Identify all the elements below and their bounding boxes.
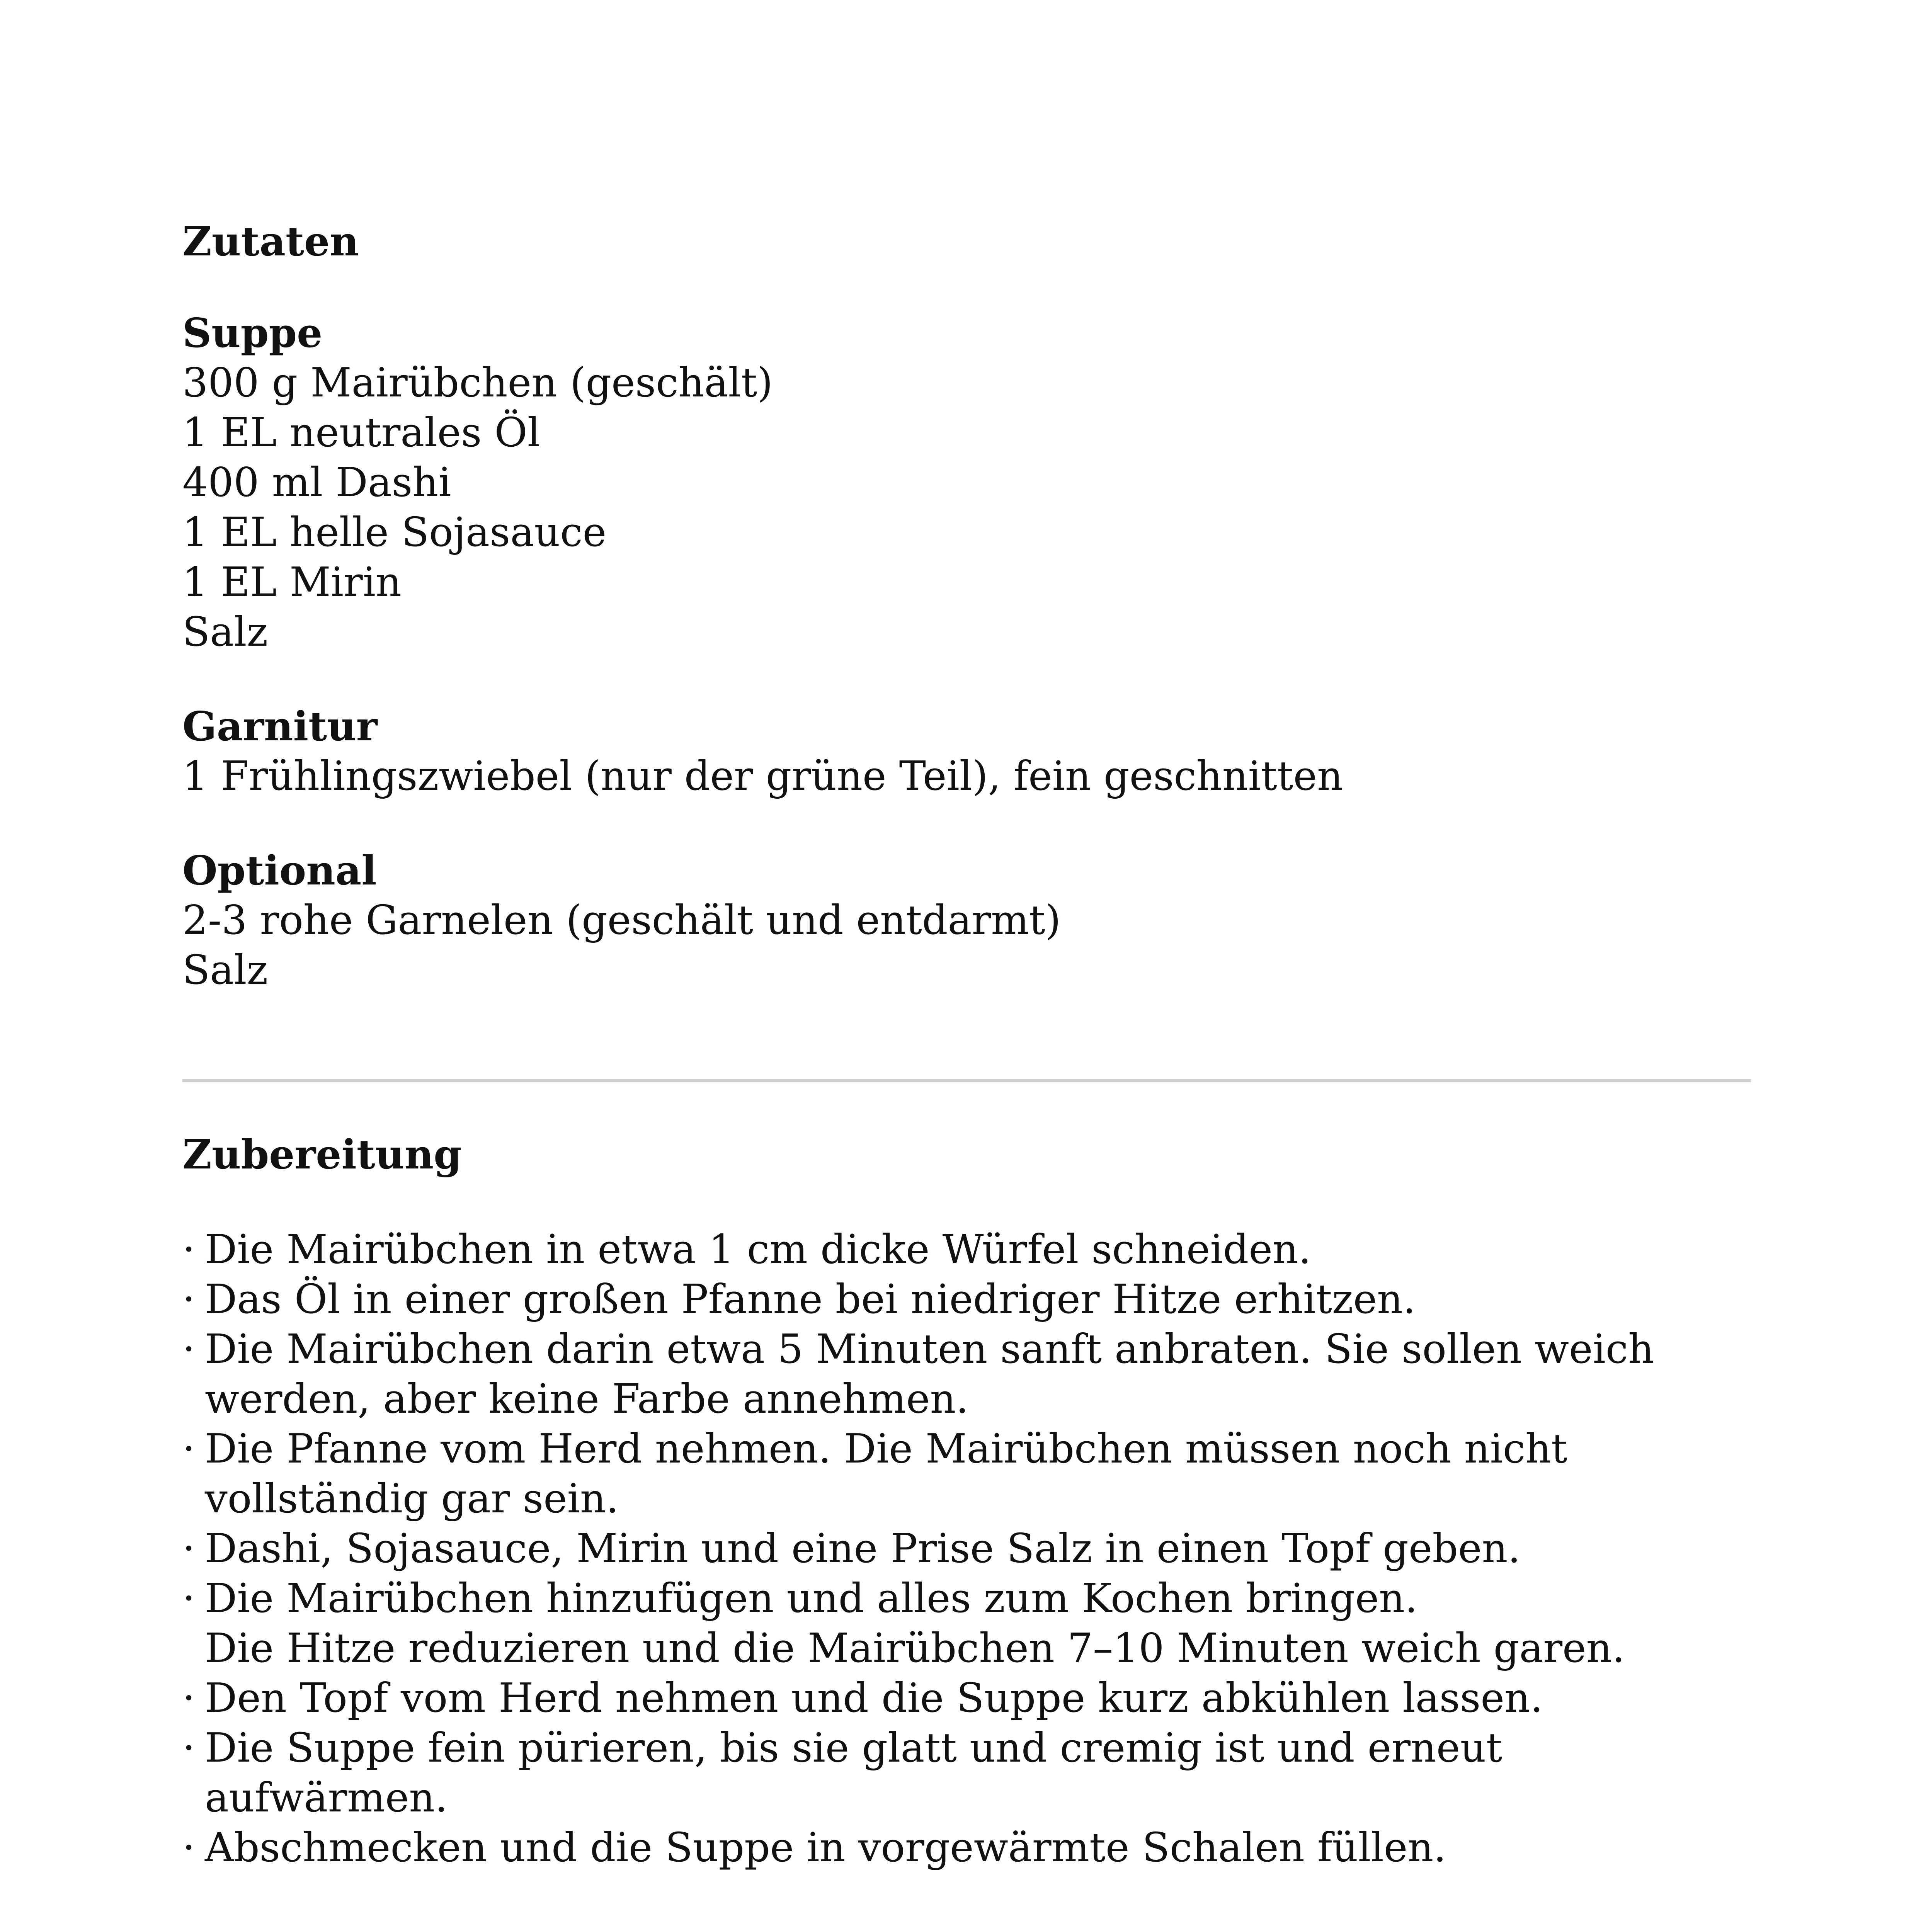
ingredient-item: 400 ml Dashi [182,459,451,506]
step-text: Den Topf vom Herd nehmen und die Suppe kurz abkühlen lassen. [205,1674,1543,1721]
ingredient-item: 2-3 rohe Garnelen (geschält und entdarmt) [182,896,1061,944]
preparation-step [182,1274,1751,1324]
step-text: Die Pfanne vom Herd nehmen. Die Mairübchen müssen noch nicht vollständig gar sein. [205,1425,1567,1522]
preparation-step [182,1524,1751,1573]
bullet-marker: · [182,1824,196,1871]
page-content [182,216,1751,1932]
preparation-heading: Zubereitung [182,1131,462,1178]
preparation-step [182,1723,1751,1823]
preparation-step [182,1324,1751,1424]
bullet-marker: · [182,1724,196,1771]
step-text: Die Mairübchen darin etwa 5 Minuten sanft anbraten. Sie sollen weich werden, aber keine Farbe annehmen. [205,1325,1654,1422]
step-text: Die Suppe fein pürieren, bis sie glatt und cremig ist und erneut aufwärmen. [205,1724,1503,1821]
bullet-marker: · [182,1525,196,1572]
preparation-step [182,1424,1751,1524]
bullet-marker: · [182,1226,196,1273]
step-text: Das Öl in einer großen Pfanne bei niedriger Hitze erhitzen. [205,1276,1416,1323]
step-text: Die Mairübchen in etwa 1 cm dicke Würfel schneiden. [205,1226,1311,1273]
preparation-steps [182,1225,1751,1872]
ingredient-item: Salz [182,946,268,993]
preparation-step [182,1225,1751,1274]
preparation-step [182,1823,1751,1872]
ingredient-item: 1 EL helle Sojasauce [182,509,607,556]
step-text: Abschmecken und die Suppe in vorgewärmte Schalen füllen. [205,1824,1446,1871]
ingredient-item: 1 EL Mirin [182,558,402,605]
ingredient-item: 1 EL neutrales Öl [182,409,541,456]
ingredient-group-soup [182,308,1751,657]
ingredient-item: 1 Frühlingszwiebel (nur der grüne Teil), fein geschnitten [182,752,1343,799]
ingredient-group-title: Optional [182,847,377,894]
ingredient-item: 300 g Mairübchen (geschält) [182,359,773,406]
ingredient-list [182,895,1751,995]
bullet-marker: · [182,1276,196,1323]
step-text: Die Mairübchen hinzufügen und alles zum Kochen bringen. Die Hitze reduzieren und die Mairübchen 7–10 Minuten weich garen. [205,1575,1625,1672]
bullet-marker: · [182,1674,196,1721]
ingredient-list [182,751,1751,801]
ingredient-group-title: Garnitur [182,702,378,750]
step-text: Dashi, Sojasauce, Mirin und eine Prise Salz in einen Topf geben. [205,1525,1521,1572]
bullet-marker: · [182,1325,196,1372]
ingredients-heading: Zutaten [182,218,359,265]
ingredient-item: Salz [182,608,268,655]
ingredient-group-optional [182,846,1751,995]
ingredient-group-garnish [182,702,1751,801]
ingredient-group-title: Suppe [182,309,323,357]
section-divider [182,1079,1751,1082]
ingredient-list [182,358,1751,657]
bullet-marker: · [182,1575,196,1622]
bullet-marker: · [182,1425,196,1472]
preparation-step [182,1673,1751,1723]
preparation-step [182,1573,1751,1673]
